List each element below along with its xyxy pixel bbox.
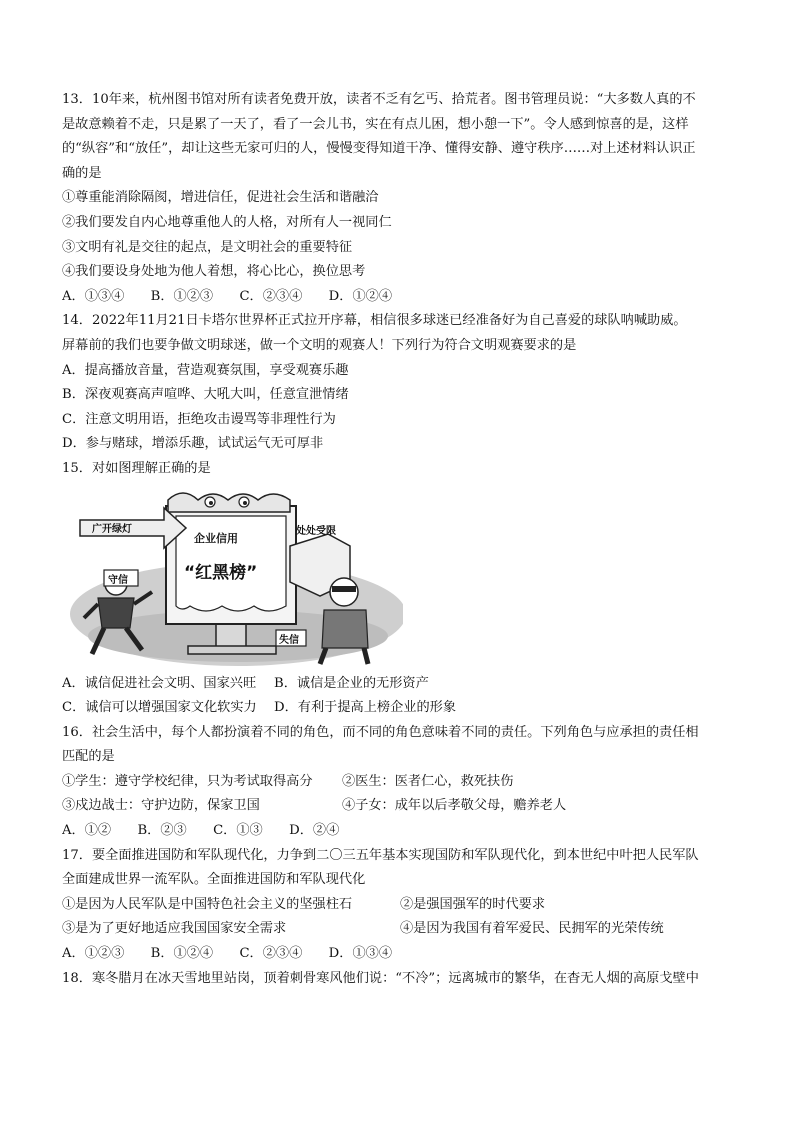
credit-cartoon — [68, 486, 403, 666]
board-main-text: “红黑榜” — [184, 562, 258, 583]
q17-item: ②是强国强军的时代要求 — [400, 896, 546, 912]
q16-stem-line: 匹配的是 — [62, 749, 115, 765]
dishonest-man-body — [322, 610, 368, 648]
q14-stem-line: 14．2022年11月21日卡塔尔世界杯正式拉开序幕，相信很多球迷已经准备好为自己喜爱的球队呐喊助威。 — [62, 313, 687, 329]
restricted-label: 处处受限 — [296, 525, 336, 537]
question-13 — [62, 88, 742, 309]
q18-stem-line: 18．寒冬腊月在冰天雪地里站岗，顶着刺骨寒风他们说：“不冷”；远离城市的繁华，在杳无人烟的高原戈壁中 — [62, 970, 699, 986]
question-16 — [62, 721, 742, 844]
board-title: 企业信用 — [194, 531, 238, 545]
q14-option: C．注意文明用语，拒绝攻击谩骂等非理性行为 — [62, 411, 336, 427]
q17-stem-line: 17．要全面推进国防和军队现代化，力争到二〇三五年基本实现国防和军队现代化，到本世纪中叶把人民军队 — [62, 847, 699, 863]
question-18 — [62, 967, 742, 992]
scroll-top — [168, 493, 290, 512]
q17-item: ③是为了更好地适应我国国家安全需求 — [62, 921, 287, 937]
q16-item: ①学生：遵守学校纪律，只为考试取得高分 — [62, 773, 313, 789]
q13-stem-line: 的“纵容”和“放任”，却让这些无家可归的人，慢慢变得知道干净、懂得安静、遵守秩序……对上述材料认识正 — [62, 141, 696, 157]
q13-stem-line: 13．10年来，杭州图书馆对所有读者免费开放，读者不乏有乞丐、拾荒者。图书管理员说：“大多数人真的不 — [62, 92, 696, 107]
question-15 — [62, 457, 742, 721]
q13-stem-line: 是故意赖着不走，只是累了一天了，看了一会儿书，实在有点儿困，想小憩一下”。令人感到惊喜的是，这样 — [62, 116, 689, 132]
q14-option: A．提高播放音量，营造观赛氛围，享受观赛乐趣 — [62, 362, 349, 378]
green-light-label: 广开绿灯 — [92, 523, 132, 535]
q14-stem-line: 屏幕前的我们也要争做文明球迷，做一个文明的观赛人！下列行为符合文明观赛要求的是 — [62, 337, 577, 353]
question-17 — [62, 844, 742, 967]
q13-stem-line: 确的是 — [62, 165, 102, 181]
q16-item: ②医生：医者仁心，救死扶伤 — [342, 773, 514, 789]
q16-stem-line: 16．社会生活中，每个人都扮演着不同的角色，而不同的角色意味着不同的责任。下列角色与应承担的责任相 — [62, 724, 699, 740]
q17-items-row — [62, 893, 742, 918]
lose-faith-label: 失信 — [279, 634, 299, 646]
q16-item: ④子女：成年以后孝敬父母，赡养老人 — [342, 798, 567, 814]
q17-item: ④是因为我国有着军爱民、民拥军的光荣传统 — [400, 921, 664, 937]
q16-item: ③戍边战士：守护边防，保家卫国 — [62, 798, 260, 814]
q15-option: B．诚信是企业的无形资产 — [274, 675, 429, 691]
question-14 — [62, 309, 742, 457]
q17-stem-line: 全面建成世界一流军队。全面推进国防和军队现代化 — [62, 872, 366, 888]
board-base — [188, 646, 276, 654]
q15-option: A．诚信促进社会文明、国家兴旺 — [62, 675, 257, 691]
q15-options-row — [62, 672, 742, 697]
q17-items-row — [62, 917, 742, 942]
q17-item: ①是因为人民军队是中国特色社会主义的坚强柱石 — [62, 896, 353, 912]
q14-option: D．参与赌球，增添乐趣，试试运气无可厚非 — [62, 436, 324, 452]
q13-item: ③文明有礼是交往的起点，是文明社会的重要特征 — [62, 239, 353, 255]
keep-faith-label: 守信 — [108, 574, 128, 586]
dishonest-man-glasses — [332, 586, 356, 592]
q13-options: A．①③④ B．①②③ C．②③④ D．①②④ — [62, 288, 393, 304]
q17-options: A．①②③ B．①②④ C．②③④ D．①③④ — [62, 946, 393, 962]
q14-option: B．深夜观赛高声喧哗、大吼大叫，任意宣泄情绪 — [62, 387, 349, 403]
q13-item: ②我们要发自内心地尊重他人的人格，对所有人一视同仁 — [62, 214, 392, 230]
q15-option: D．有利于提高上榜企业的形象 — [274, 700, 457, 716]
q15-options-row — [62, 696, 742, 721]
honest-man-body — [98, 598, 134, 628]
q16-items-row — [62, 770, 742, 795]
q13-item: ①尊重能消除隔阂，增进信任，促进社会生活和谐融洽 — [62, 190, 379, 206]
q16-options: A．①② B．②③ C．①③ D．②④ — [62, 823, 340, 839]
q15-stem: 15．对如图理解正确的是 — [62, 460, 211, 476]
q16-items-row — [62, 794, 742, 819]
exam-page — [62, 88, 742, 991]
q15-option: C．诚信可以增强国家文化软实力 — [62, 700, 257, 716]
q13-item: ④我们要设身处地为他人着想，将心比心，换位思考 — [62, 264, 366, 280]
